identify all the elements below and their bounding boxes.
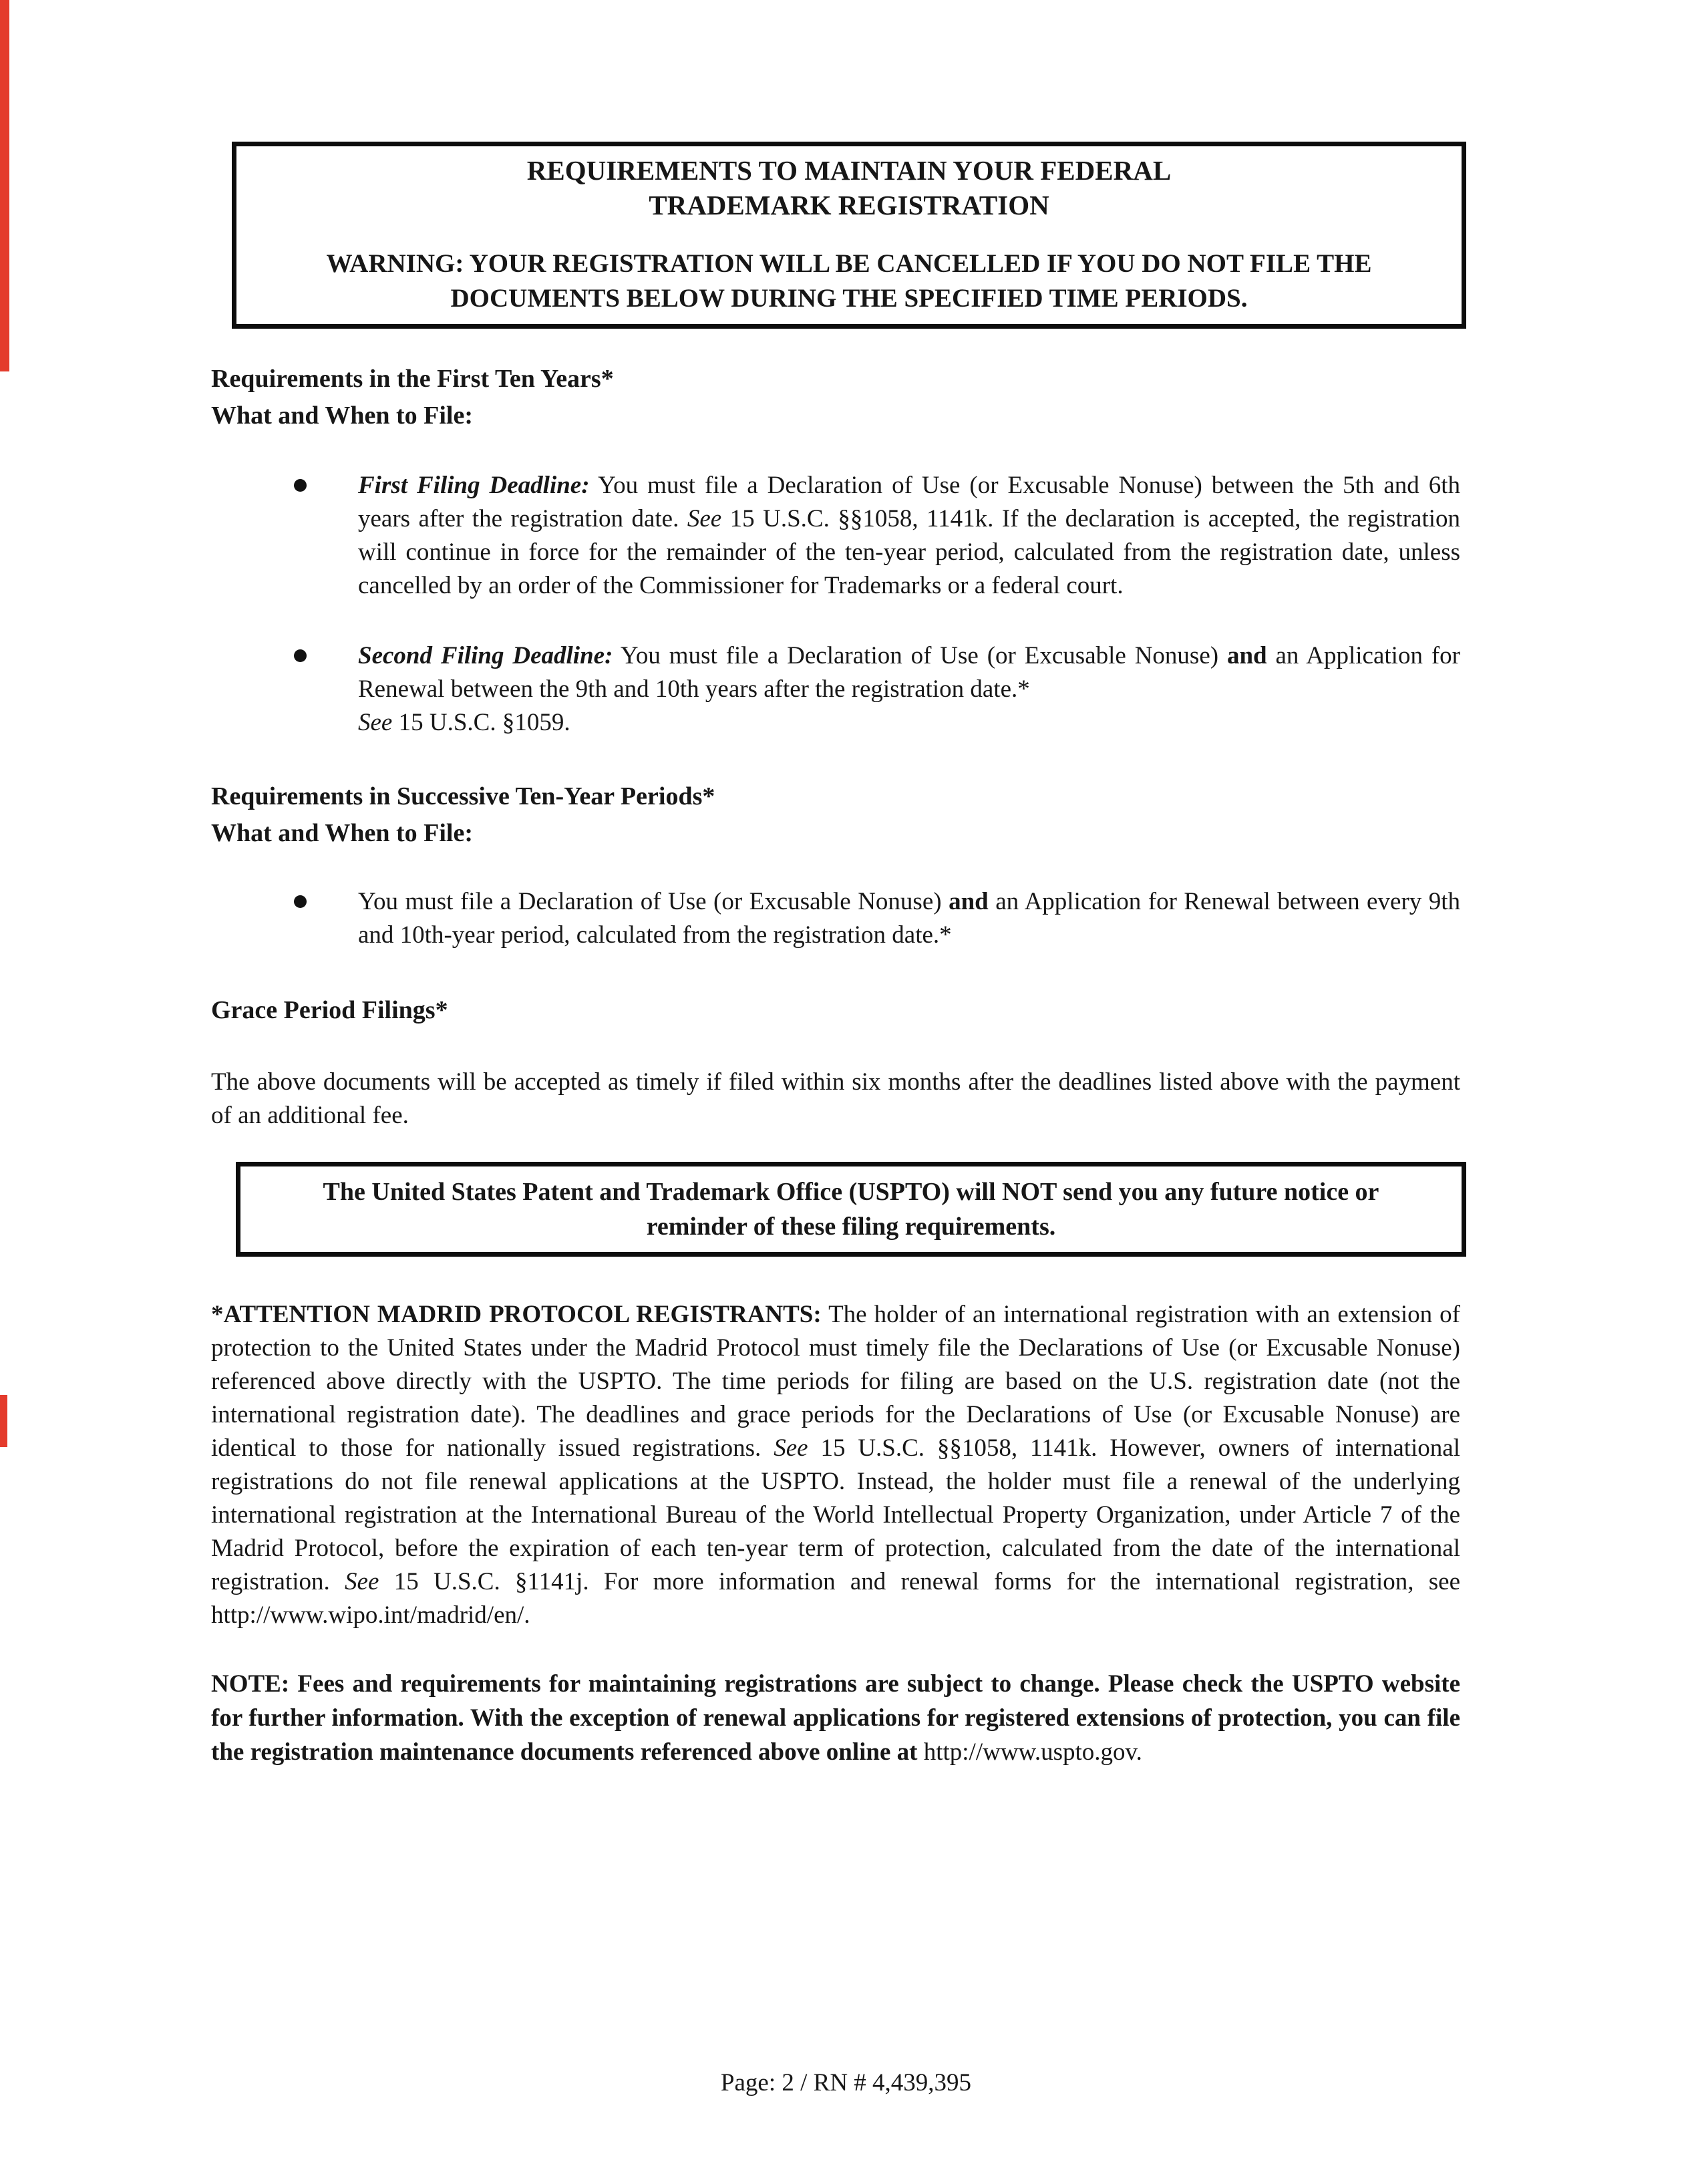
uspto-notice-box bbox=[236, 1162, 1466, 1257]
second-filing-cite: 15 U.S.C. §1059. bbox=[392, 709, 570, 736]
madrid-lead: *ATTENTION MADRID PROTOCOL REGISTRANTS: bbox=[211, 1301, 822, 1328]
requirements-warning-box bbox=[232, 142, 1466, 329]
bullet-icon bbox=[294, 479, 307, 492]
scan-artifact-red-stripe-top bbox=[0, 0, 9, 371]
and-bold-2: and bbox=[949, 888, 989, 915]
second-filing-text-b: an Application for Renewal between the 9th and 10th years after the registration date.* bbox=[358, 642, 1460, 703]
bullet-icon bbox=[294, 895, 307, 908]
notice-line1: The United States Patent and Trademark Office (USPTO) will NOT send you any future notice or bbox=[323, 1178, 1379, 1206]
box-warning-line2: DOCUMENTS BELOW DURING THE SPECIFIED TIME PERIODS. bbox=[450, 284, 1248, 313]
second-filing-lead: Second Filing Deadline: bbox=[358, 642, 613, 669]
box-title-line2: TRADEMARK REGISTRATION bbox=[649, 190, 1049, 220]
first-filing-text-a: You must file a Declaration of Use (or Excusable Nonuse) between the 5th and 6th years after the registration date. bbox=[358, 472, 1460, 532]
bullet-second-filing-text bbox=[358, 639, 1460, 740]
box-warning-line1: WARNING: YOUR REGISTRATION WILL BE CANCELLED IF YOU DO NOT FILE THE bbox=[326, 249, 1372, 278]
and-bold-1: and bbox=[1226, 642, 1267, 669]
successive-text-a: You must file a Declaration of Use (or Excusable Nonuse) bbox=[358, 888, 949, 915]
note-lead: NOTE: bbox=[211, 1670, 290, 1698]
second-filing-text-a: You must file a Declaration of Use (or Excusable Nonuse) bbox=[613, 642, 1227, 669]
first-filing-text-b: 15 U.S.C. §§1058, 1141k. If the declaration is accepted, the registration will continue in force for the remainder of the ten-year period, calculated from the registration date, unless cancelled by an order of the Commissioner for Trademarks or a federal court. bbox=[358, 505, 1461, 599]
second-filing-citation bbox=[358, 706, 1460, 740]
box-title-line1: REQUIREMENTS TO MAINTAIN YOUR FEDERAL bbox=[526, 155, 1172, 186]
section-successive-periods bbox=[211, 778, 1460, 852]
see-italic-4: See bbox=[345, 1568, 379, 1595]
note-text-a: Fees and requirements for maintaining registrations are subject to change. Please check the USPTO website for further information. With the exception of renewal applications for registered extensions of protection, you can file the registration maintenance documents referenced above online at bbox=[211, 1670, 1460, 1766]
subheading-what-when-to-file-2: What and When to File: bbox=[211, 819, 474, 847]
see-italic-2: See bbox=[358, 709, 393, 736]
uspto-url: http://www.uspto.gov. bbox=[923, 1738, 1142, 1766]
bullet-successive-text bbox=[358, 885, 1460, 952]
bullet-second-filing-deadline bbox=[211, 639, 1460, 740]
bullet-first-filing-text bbox=[358, 469, 1460, 603]
see-italic-3: See bbox=[774, 1434, 808, 1462]
wipo-url: http://www.wipo.int/madrid/en/. bbox=[211, 1601, 530, 1629]
madrid-protocol-paragraph bbox=[211, 1298, 1460, 1632]
first-filing-lead: First Filing Deadline: bbox=[358, 472, 590, 499]
heading-successive-periods: Requirements in Successive Ten-Year Periods* bbox=[211, 782, 715, 810]
subheading-what-when-to-file-1: What and When to File: bbox=[211, 402, 474, 430]
madrid-text-a: The holder of an international registration with an extension of protection to the United States under the Madrid Protocol must timely file the Declarations of Use (or Excusable Nonuse) referenced above directly with the USPTO. The time periods for filing are based on the U.S. registration date (not the international registration date). The deadlines and grace periods for the Declarations of Use (or Excusable Nonuse) are identical to those for nationally issued registrations. bbox=[211, 1301, 1460, 1462]
heading-first-ten-years: Requirements in the First Ten Years* bbox=[211, 365, 614, 393]
see-italic-1: See bbox=[687, 505, 722, 532]
successive-text-b: an Application for Renewal between every 9th and 10th-year period, calculated from the registration date.* bbox=[358, 888, 1460, 949]
bullet-successive-periods bbox=[211, 885, 1460, 952]
bullet-icon bbox=[294, 649, 307, 662]
section-first-ten-years bbox=[211, 361, 1460, 434]
heading-grace-period-filings: Grace Period Filings* bbox=[211, 996, 448, 1024]
madrid-text-c: 15 U.S.C. §1141j. For more information and renewal forms for the international registration, see bbox=[379, 1568, 1460, 1595]
scan-artifact-red-stripe-mid bbox=[0, 1395, 7, 1447]
grace-period-paragraph: The above documents will be accepted as timely if filed within six months after the deadlines listed above with the payment of an additional fee. bbox=[211, 1068, 1460, 1129]
box-gap bbox=[254, 222, 1444, 247]
document-content bbox=[211, 0, 1460, 1769]
note-paragraph bbox=[211, 1667, 1460, 1769]
madrid-text-b: 15 U.S.C. §§1058, 1141k. However, owners of international registrations do not file renewal applications at the USPTO. Instead, the holder must file a renewal of the underlying international registration at the International Bureau of the World Intellectual Property Organization, under Article 7 of the Madrid Protocol, before the expiration of each ten-year term of protection, calculated from the date of the international registration. bbox=[211, 1434, 1461, 1595]
page-footer: Page: 2 / RN # 4,439,395 bbox=[720, 2069, 972, 2096]
bullet-first-filing-deadline bbox=[211, 469, 1460, 603]
notice-line2: reminder of these filing requirements. bbox=[646, 1213, 1056, 1241]
